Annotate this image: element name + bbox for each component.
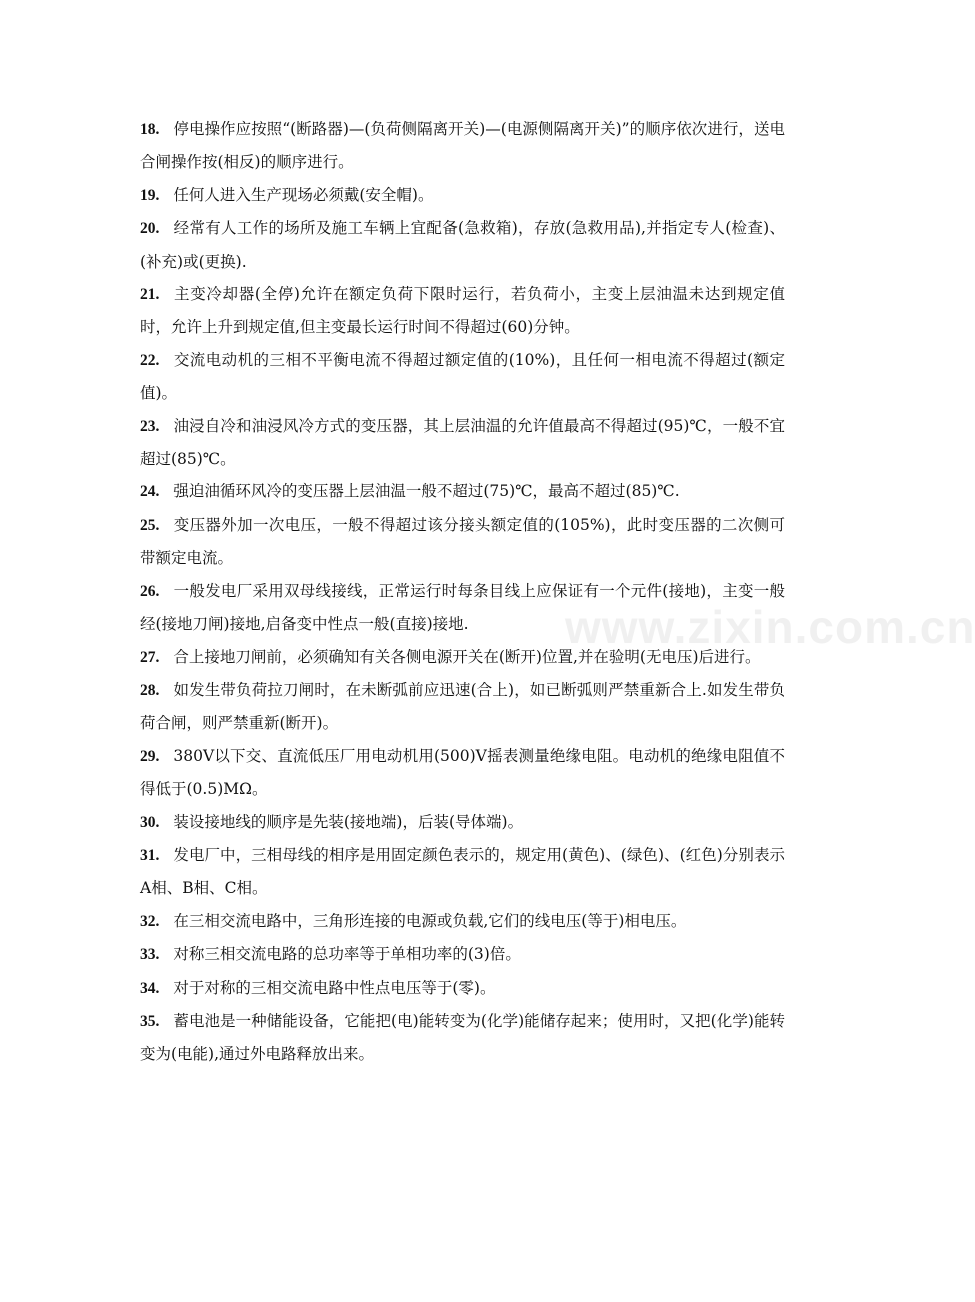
item-text: 主变冷却器(全停)允许在额定负荷下限时运行，若负荷小，主变上层油温未达到规定值时，允许上升到规定值,但主变最长运行时间不得超过(60)分钟。	[140, 285, 785, 337]
list-item	[140, 410, 785, 476]
item-number: 23.	[140, 417, 160, 435]
item-text: 变压器外加一次电压，一般不得超过该分接头额定值的(105%)，此时变压器的二次侧可带额定电流。	[140, 515, 785, 568]
list-item	[140, 113, 785, 179]
item-number: 24.	[140, 483, 160, 501]
item-text: 380V以下交、直流低压厂用电动机用(500)V摇表测量绝缘电阻。电动机的绝缘电阻值不得低于(0.5)MΩ。	[140, 746, 785, 799]
item-text: 油浸自冷和油浸风冷方式的变压器，其上层油温的允许值最高不得超过(95)℃，一般不宜超过(85)℃。	[140, 416, 785, 469]
list-item	[140, 806, 785, 839]
item-text: 发电厂中，三相母线的相序是用固定颜色表示的，规定用(黄色)、(绿色)、(红色)分别表示A相、B相、C相。	[140, 845, 785, 898]
item-text: 在三相交流电路中，三角形连接的电源或负载,它们的线电压(等于)相电压。	[173, 911, 687, 930]
item-text: 如发生带负荷拉刀闸时，在未断弧前应迅速(合上)，如已断弧则严禁重新合上.如发生带负荷合闸，则严禁重新(断开)。	[140, 680, 785, 733]
list-item	[140, 938, 785, 971]
item-number: 31.	[140, 846, 160, 864]
item-number: 21.	[140, 286, 160, 304]
item-number: 20.	[140, 220, 160, 238]
list-item	[140, 641, 785, 674]
list-item	[140, 179, 785, 212]
list-item	[140, 278, 785, 344]
list-item	[140, 839, 785, 905]
item-number: 32.	[140, 912, 160, 930]
list-item	[140, 344, 785, 410]
item-number: 27.	[140, 648, 160, 666]
item-number: 22.	[140, 351, 160, 369]
item-text: 一般发电厂采用双母线接线，正常运行时每条目线上应保证有一个元件(接地)，主变一般经(接地刀闸)接地,启备变中性点一般(直接)接地.	[140, 581, 785, 634]
list-item	[140, 509, 785, 575]
item-number: 34.	[140, 979, 160, 997]
list-item	[140, 740, 785, 806]
item-text: 合上接地刀闸前，必须确知有关各侧电源开关在(断开)位置,并在验明(无电压)后进行。	[173, 647, 761, 666]
item-number: 25.	[140, 516, 160, 534]
document-body	[140, 113, 785, 1071]
list-item	[140, 972, 785, 1005]
item-number: 30.	[140, 813, 160, 831]
item-number: 19.	[140, 186, 160, 204]
item-text: 蓄电池是一种储能设备，它能把(电)能转变为(化学)能储存起来；使用时，又把(化学)能转变为(电能),通过外电路释放出来。	[140, 1011, 785, 1064]
item-number: 33.	[140, 946, 160, 964]
item-text: 任何人进入生产现场必须戴(安全帽)。	[173, 185, 434, 204]
item-number: 18.	[140, 121, 160, 138]
item-text: 经常有人工作的场所及施工车辆上宜配备(急救箱)，存放(急救用品),并指定专人(检查)、(补充)或(更换).	[140, 219, 785, 271]
list-item	[140, 212, 785, 278]
list-item	[140, 905, 785, 938]
item-text: 装设接地线的顺序是先装(接地端)，后装(导体端)。	[173, 812, 524, 831]
list-item	[140, 674, 785, 740]
item-text: 停电操作应按照“(断路器)—(负荷侧隔离开关)—(电源侧隔离开关)”的顺序依次进行，送电合闸操作按(相反)的顺序进行。	[140, 120, 785, 172]
item-number: 26.	[140, 582, 160, 600]
list-item	[140, 575, 785, 641]
item-text: 对称三相交流电路的总功率等于单相功率的(3)倍。	[173, 945, 521, 964]
list-item	[140, 475, 785, 508]
list-item	[140, 1005, 785, 1071]
watermark: www.zixin.com.cn	[565, 601, 975, 653]
item-text: 强迫油循环风冷的变压器上层油温一般不超过(75)℃，最高不超过(85)℃.	[173, 482, 680, 501]
item-text: 交流电动机的三相不平衡电流不得超过额定值的(10%)，且任何一相电流不得超过(额定值)。	[140, 350, 785, 403]
item-number: 28.	[140, 681, 160, 699]
item-text: 对于对称的三相交流电路中性点电压等于(零)。	[173, 978, 496, 997]
item-number: 29.	[140, 747, 160, 765]
item-number: 35.	[140, 1012, 160, 1030]
